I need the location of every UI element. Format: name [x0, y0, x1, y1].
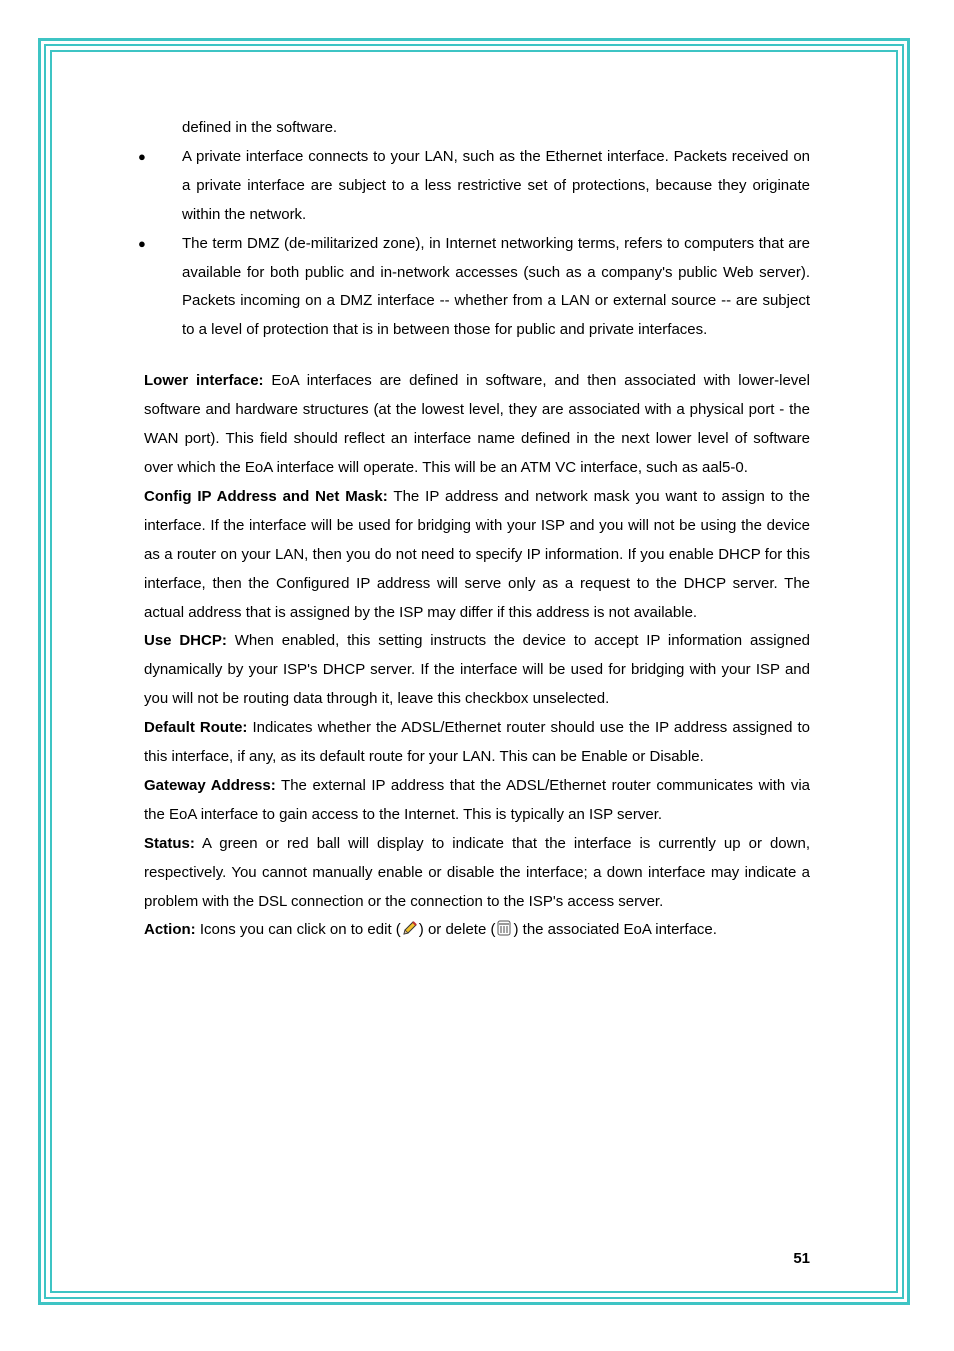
field-description-gateway-address [144, 772, 810, 830]
bullet-item [138, 230, 810, 346]
trash-icon [495, 919, 513, 937]
field-description-status [144, 830, 810, 917]
field-text: ) the associated EoA interface. [513, 921, 717, 939]
field-label: Lower interface: [144, 372, 264, 390]
field-text: EoA interfaces are defined in software, and then associated with lower-level software and hardware structures (at the lowest level, they are associated with a physical port - the WAN port). This field should reflect an interface name defined in the next lower level of software over which the EoA interface will operate. This will be an ATM VC interface, such as aal5-0. [144, 372, 810, 476]
bullet-continuation-text: defined in the software. [182, 119, 338, 136]
field-text: The external IP address that the ADSL/Ethernet router communicates with via the EoA interface to gain access to the Internet. This is typically an ISP server. [144, 776, 811, 823]
field-description-action [144, 916, 810, 945]
page-content [138, 114, 811, 945]
field-text: A green or red ball will display to indicate that the interface is currently up or down, respectively. You cannot manually enable or disable the interface; a down interface may indicate a problem with the DSL connection or the connection to the ISP's access server. [144, 834, 810, 910]
field-text: ) or delete ( [418, 921, 496, 939]
bullet-continuation [144, 114, 810, 143]
field-label: Config IP Address and Net Mask: [144, 487, 388, 505]
field-description-config-ip [144, 483, 810, 628]
field-label: Default Route: [144, 719, 248, 737]
field-text: Icons you can click on to edit ( [195, 921, 401, 939]
field-label: Use DHCP: [144, 632, 227, 650]
page-number: 51 [793, 1250, 810, 1267]
field-description-default-route [144, 714, 810, 772]
field-description-lower-interface [144, 367, 810, 483]
field-text: When enabled, this setting instructs the device to accept IP information assigned dynamically by your ISP's DHCP server. If the interface will be used for bridging with your ISP and you will not be routing data through it, leave this checkbox unselected. [144, 632, 811, 708]
field-label: Status: [144, 834, 195, 852]
bullet-item [138, 143, 810, 230]
bullet-dot-icon: ● [138, 235, 146, 251]
field-description-use-dhcp [144, 627, 810, 714]
field-text: The IP address and network mask you want to assign to the interface. If the interface will be used for bridging with your ISP and you will not be using the device as a router on your LAN, then you do not need to specify IP information. If you enable DHCP for this interface, then the Configured IP address will serve only as a request to the DHCP server. The actual address that is assigned by the ISP may differ if this address is not available. [144, 487, 811, 621]
field-text: Indicates whether the ADSL/Ethernet router should use the IP address assigned to this interface, if any, as its default route for your LAN. This can be Enable or Disable. [144, 719, 811, 766]
bullet-text: The term DMZ (de-militarized zone), in Internet networking terms, refers to computers that are available for both public and in-network accesses (such as a company's public Web server). Packets incoming on a DMZ interface -- whether from a LAN or external source -- are subject to a level of protection that is in between those for public and private interfaces. [182, 234, 810, 339]
spacer [144, 345, 810, 367]
bullet-text: A private interface connects to your LAN, such as the Ethernet interface. Packets received on a private interface are subject to a less restrictive set of protections, because they originate within the network. [182, 147, 810, 223]
bullet-dot-icon: ● [138, 148, 146, 164]
pencil-icon [401, 919, 419, 937]
field-label: Gateway Address: [144, 776, 276, 794]
field-label: Action: [144, 921, 196, 939]
